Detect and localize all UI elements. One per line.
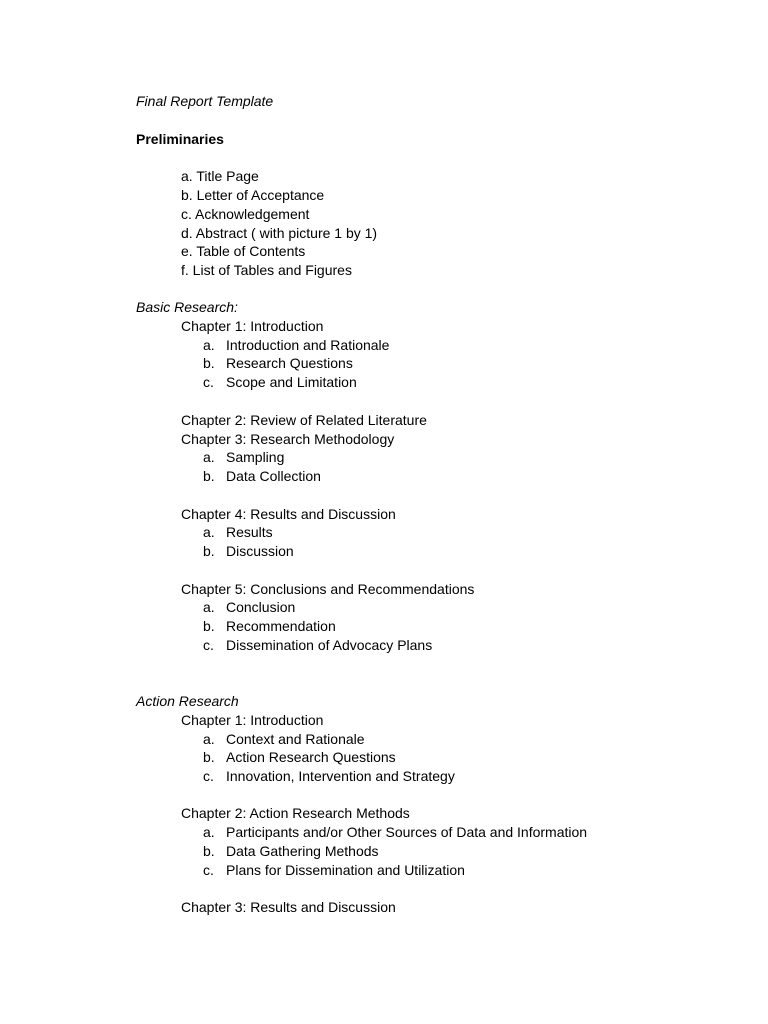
list-marker: b. <box>203 468 215 484</box>
list-item: Research Questions <box>226 355 353 371</box>
list-marker: a. <box>203 824 215 840</box>
basic-chapter-5-title: Chapter 5: Conclusions and Recommendations <box>181 581 475 597</box>
action-chapter-1-title: Chapter 1: Introduction <box>181 712 324 728</box>
basic-chapter-2-title: Chapter 2: Review of Related Literature <box>181 412 427 428</box>
list-item: Participants and/or Other Sources of Data and Information <box>226 824 588 840</box>
preliminaries-item: b. Letter of Acceptance <box>181 187 325 203</box>
list-item: Introduction and Rationale <box>226 337 390 353</box>
preliminaries-heading: Preliminaries <box>136 131 224 147</box>
list-item: Data Gathering Methods <box>226 843 379 859</box>
list-marker: b. <box>203 543 215 559</box>
basic-chapter-1-title: Chapter 1: Introduction <box>181 318 324 334</box>
list-marker: b. <box>203 618 215 634</box>
list-marker: a. <box>203 731 215 747</box>
list-item: Innovation, Intervention and Strategy <box>226 768 455 784</box>
list-marker: c. <box>203 637 214 653</box>
list-item: Sampling <box>226 449 285 465</box>
list-marker: c. <box>203 862 214 878</box>
list-item: Scope and Limitation <box>226 374 357 390</box>
list-marker: c. <box>203 374 214 390</box>
preliminaries-item: d. Abstract ( with picture 1 by 1) <box>181 225 378 241</box>
preliminaries-item: e. Table of Contents <box>181 243 306 259</box>
list-marker: a. <box>203 599 215 615</box>
action-research-heading: Action Research <box>136 693 239 709</box>
list-item: Plans for Dissemination and Utilization <box>226 862 465 878</box>
list-item: Results <box>226 524 273 540</box>
list-item: Action Research Questions <box>226 749 396 765</box>
list-marker: a. <box>203 337 215 353</box>
preliminaries-item: a. Title Page <box>181 168 259 184</box>
list-marker: b. <box>203 355 215 371</box>
list-marker: b. <box>203 843 215 859</box>
action-chapter-2-title: Chapter 2: Action Research Methods <box>181 805 410 821</box>
basic-chapter-4-title: Chapter 4: Results and Discussion <box>181 506 396 522</box>
list-item: Recommendation <box>226 618 336 634</box>
preliminaries-item: f. List of Tables and Figures <box>181 262 352 278</box>
list-marker: c. <box>203 768 214 784</box>
list-item: Discussion <box>226 543 294 559</box>
list-item: Data Collection <box>226 468 321 484</box>
list-marker: b. <box>203 749 215 765</box>
list-marker: a. <box>203 449 215 465</box>
list-item: Context and Rationale <box>226 731 365 747</box>
list-item: Conclusion <box>226 599 296 615</box>
document-title: Final Report Template <box>136 93 274 109</box>
preliminaries-item: c. Acknowledgement <box>181 206 310 222</box>
list-item: Dissemination of Advocacy Plans <box>226 637 433 653</box>
list-marker: a. <box>203 524 215 540</box>
action-chapter-3-title: Chapter 3: Results and Discussion <box>181 899 396 915</box>
basic-chapter-3-title: Chapter 3: Research Methodology <box>181 431 395 447</box>
basic-research-heading: Basic Research: <box>136 299 238 315</box>
